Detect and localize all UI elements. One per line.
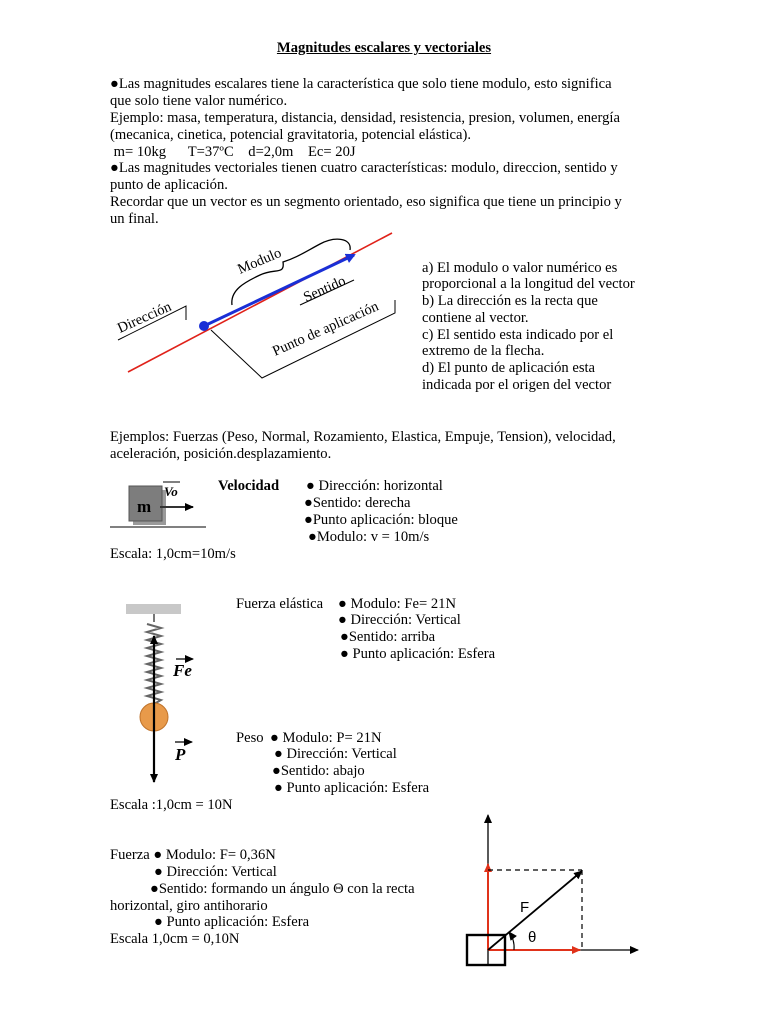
velocity-scale: Escala: 1,0cm=10m/s — [110, 546, 236, 562]
punto-label: Punto de aplicación — [270, 298, 382, 360]
force-line: horizontal, giro antihorario — [110, 898, 268, 914]
explanation-line: a) El modulo o valor numérico es — [422, 260, 618, 276]
block-label: m — [137, 497, 152, 516]
vo-label: Vo — [164, 484, 178, 499]
p-label: P — [175, 745, 186, 764]
peso-item: ● Punto aplicación: Esfera — [274, 780, 430, 796]
theta-label: θ — [528, 929, 537, 946]
velocity-heading: Velocidad — [218, 478, 280, 494]
velocity-item: ●Sentido: derecha — [304, 495, 411, 511]
elastic-heading: Fuerza elástica — [236, 596, 324, 612]
force-line: ● Punto aplicación: Esfera — [154, 914, 310, 930]
force-line: ●Sentido: formando un ángulo Θ con la recta — [150, 881, 415, 897]
intro-line: Recordar que un vector es un segmento orientado, eso significa que tiene un principio y — [110, 194, 622, 210]
fe-label: Fe — [173, 661, 192, 680]
ceiling — [126, 604, 181, 614]
intro-line: un final. — [110, 211, 159, 227]
theta-arc — [509, 932, 514, 950]
explanation-line: extremo de la flecha. — [422, 343, 545, 359]
intro-line: punto de aplicación. — [110, 177, 228, 193]
examples-line: aceleración, posición.desplazamiento. — [110, 446, 332, 462]
elastic-item: ●Sentido: arriba — [340, 629, 436, 645]
peso-item: ●Sentido: abajo — [272, 763, 365, 779]
spring-scale: Escala :1,0cm = 10N — [110, 797, 233, 813]
velocity-item: ●Modulo: v = 10m/s — [308, 529, 430, 545]
velocity-item: ●Punto aplicación: bloque — [304, 512, 458, 528]
direccion-label: Dirección — [115, 298, 174, 337]
elastic-item: ● Modulo: Fe= 21N — [338, 596, 456, 612]
elastic-item: ● Punto aplicación: Esfera — [340, 646, 496, 662]
intro-line: m= 10kg T=37ºC d=2,0m Ec= 20J — [110, 144, 356, 160]
velocity-item: ● Dirección: horizontal — [306, 478, 443, 494]
peso-item: ● Modulo: P= 21N — [270, 730, 382, 746]
explanation-line: b) La dirección es la recta que — [422, 293, 598, 309]
application-point — [199, 321, 209, 331]
modulo-label: Modulo — [235, 245, 284, 278]
force-line: Fuerza ● Modulo: F= 0,36N — [110, 847, 276, 863]
examples-line: Ejemplos: Fuerzas (Peso, Normal, Rozamiento, Elastica, Empuje, Tension), velocidad, — [110, 429, 616, 445]
f-label: F — [520, 899, 530, 916]
intro-line: ●Las magnitudes vectoriales tienen cuatro características: modulo, direccion, sentido y — [110, 160, 618, 176]
explanation-line: c) El sentido esta indicado por el — [422, 327, 614, 343]
intro-line: que solo tiene valor numérico. — [110, 93, 288, 109]
intro-line: ●Las magnitudes escalares tiene la característica que solo tiene modulo, esto significa — [110, 76, 612, 92]
explanation-line: indicada por el origen del vector — [422, 377, 612, 393]
explanation-line: d) El punto de aplicación esta — [422, 360, 596, 376]
intro-line: Ejemplo: masa, temperatura, distancia, densidad, resistencia, presion, volumen, energía — [110, 110, 620, 126]
document-title: Magnitudes escalares y vectoriales — [276, 40, 492, 56]
force-scale: Escala 1,0cm = 0,10N — [110, 931, 240, 947]
force-line: ● Dirección: Vertical — [154, 864, 277, 880]
elastic-item: ● Dirección: Vertical — [338, 612, 461, 628]
peso-heading: Peso — [236, 730, 264, 746]
explanation-line: contiene al vector. — [422, 310, 529, 326]
explanation-line: proporcional a la longitud del vector — [422, 276, 635, 292]
sentido-label: Sentido — [301, 273, 349, 306]
peso-item: ● Dirección: Vertical — [274, 746, 397, 762]
intro-line: (mecanica, cinetica, potencial gravitatoria, potencial elástica). — [110, 127, 472, 143]
